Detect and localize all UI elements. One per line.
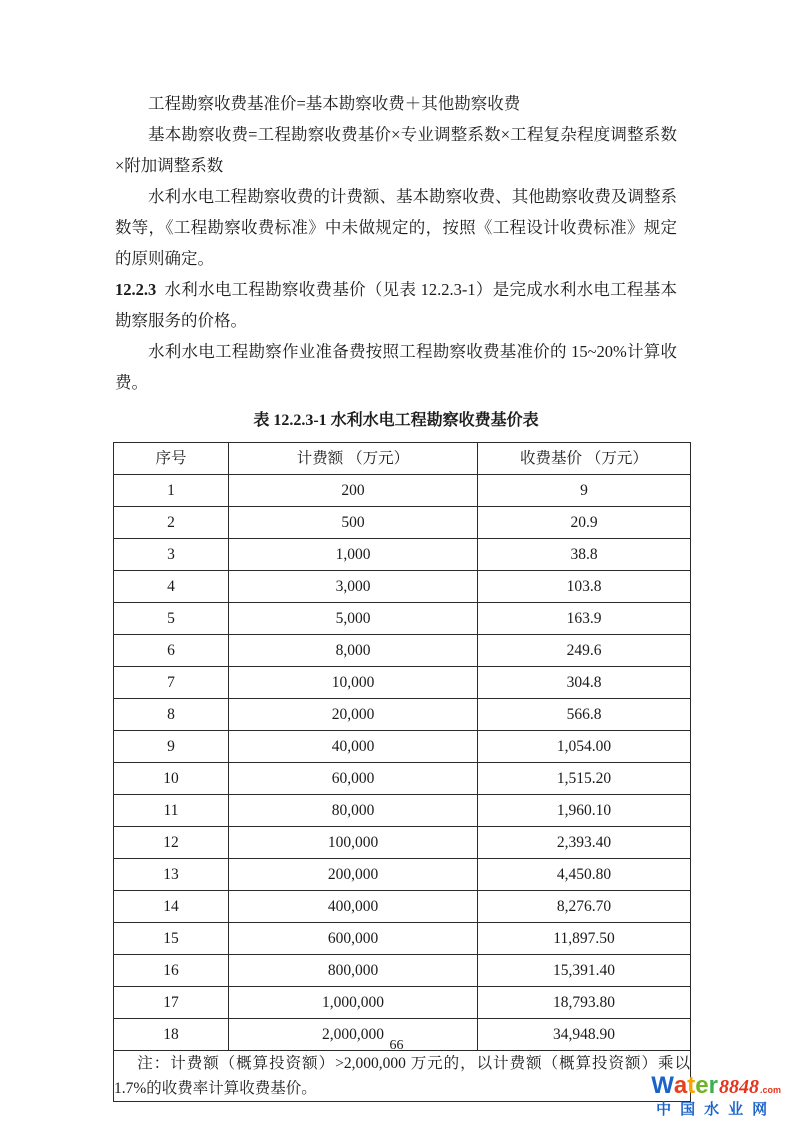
watermark-number: 8848 xyxy=(718,1076,759,1098)
watermark-brand xyxy=(651,1074,781,1098)
charge-amount-cell: 2,000,000 xyxy=(229,1019,478,1051)
table-row xyxy=(114,891,691,923)
paragraph-preparation-fee: 水利水电工程勘察作业准备费按照工程勘察收费基准价的 15~20%计算收费。 xyxy=(115,342,677,392)
section-number: 12.2.3 xyxy=(115,280,157,299)
table-row xyxy=(114,827,691,859)
table-row xyxy=(114,603,691,635)
table-row xyxy=(114,763,691,795)
paragraph-formula-2: 基本勘察收费=工程勘察收费基价×专业调整系数×工程复杂程度调整系数×附加调整系数 xyxy=(115,125,677,175)
base-price-cell: 8,276.70 xyxy=(478,891,691,923)
serial-cell: 17 xyxy=(114,987,229,1019)
watermark-subtitle: 中国水业网 xyxy=(656,1101,777,1118)
serial-cell: 11 xyxy=(114,795,229,827)
base-price-cell: 4,450.80 xyxy=(478,859,691,891)
table-row xyxy=(114,987,691,1019)
base-price-cell: 9 xyxy=(478,475,691,507)
serial-cell: 14 xyxy=(114,891,229,923)
base-price-cell: 304.8 xyxy=(478,667,691,699)
base-price-cell: 18,793.80 xyxy=(478,987,691,1019)
table-row xyxy=(114,539,691,571)
serial-cell: 5 xyxy=(114,603,229,635)
base-price-cell: 34,948.90 xyxy=(478,1019,691,1051)
base-price-cell: 11,897.50 xyxy=(478,923,691,955)
charge-amount-cell: 600,000 xyxy=(229,923,478,955)
base-price-cell: 163.9 xyxy=(478,603,691,635)
watermark-letter: W xyxy=(651,1072,674,1099)
charge-amount-cell: 5,000 xyxy=(229,603,478,635)
charge-amount-cell: 200,000 xyxy=(229,859,478,891)
charge-amount-cell: 60,000 xyxy=(229,763,478,795)
charge-amount-cell: 1,000 xyxy=(229,539,478,571)
page-number: 66 xyxy=(389,1038,404,1053)
paragraph-section-12-2-3 xyxy=(115,274,677,336)
charge-amount-cell: 200 xyxy=(229,475,478,507)
base-price-cell: 1,960.10 xyxy=(478,795,691,827)
header-charge-amount: 计费额 （万元） xyxy=(229,443,478,475)
charge-amount-cell: 8,000 xyxy=(229,635,478,667)
charge-amount-cell: 40,000 xyxy=(229,731,478,763)
serial-cell: 9 xyxy=(114,731,229,763)
charge-amount-cell: 400,000 xyxy=(229,891,478,923)
watermark-domain: .com xyxy=(759,1085,781,1095)
base-price-cell: 249.6 xyxy=(478,635,691,667)
serial-cell: 15 xyxy=(114,923,229,955)
serial-cell: 2 xyxy=(114,507,229,539)
base-price-cell: 38.8 xyxy=(478,539,691,571)
base-price-cell: 2,393.40 xyxy=(478,827,691,859)
watermark-letter: t xyxy=(687,1072,696,1099)
table-row xyxy=(114,507,691,539)
watermark-letter: e xyxy=(695,1072,709,1099)
table-row xyxy=(114,667,691,699)
base-price-cell: 20.9 xyxy=(478,507,691,539)
table-row xyxy=(114,955,691,987)
serial-cell: 8 xyxy=(114,699,229,731)
serial-cell: 6 xyxy=(114,635,229,667)
charge-amount-cell: 3,000 xyxy=(229,571,478,603)
paragraph-scope: 水利水电工程勘察收费的计费额、基本勘察收费、其他勘察收费及调整系数等，《工程勘察收费标准》中未做规定的，按照《工程设计收费标准》规定的原则确定。 xyxy=(115,187,677,268)
serial-cell: 16 xyxy=(114,955,229,987)
table-row xyxy=(114,571,691,603)
table-title: 表 12.2.3-1 水利水电工程勘察收费基价表 xyxy=(253,412,539,429)
table-row xyxy=(114,923,691,955)
table-header-row xyxy=(114,443,691,475)
serial-cell: 4 xyxy=(114,571,229,603)
header-serial: 序号 xyxy=(114,443,229,475)
base-price-cell: 15,391.40 xyxy=(478,955,691,987)
watermark-letter: a xyxy=(673,1072,688,1099)
document-content xyxy=(114,88,690,1102)
charge-amount-cell: 100,000 xyxy=(229,827,478,859)
table-note: 注：计费额（概算投资额）>2,000,000 万元的，以计费额（概算投资额）乘以 1.7%的收费率计算收费基价。 xyxy=(114,1055,690,1097)
serial-cell: 12 xyxy=(114,827,229,859)
table-row xyxy=(114,635,691,667)
charge-amount-cell: 10,000 xyxy=(229,667,478,699)
serial-cell: 10 xyxy=(114,763,229,795)
serial-cell: 1 xyxy=(114,475,229,507)
header-base-price: 收费基价 （万元） xyxy=(478,443,691,475)
charge-amount-cell: 1,000,000 xyxy=(229,987,478,1019)
watermark-letter: r xyxy=(708,1072,718,1099)
section-text: 水利水电工程勘察收费基价（见表 12.2.3-1）是完成水利水电工程基本勘察服务的价格。 xyxy=(115,280,677,330)
serial-cell: 7 xyxy=(114,667,229,699)
paragraph-formula-1: 工程勘察收费基准价=基本勘察收费＋其他勘察收费 xyxy=(148,94,521,113)
charge-amount-cell: 80,000 xyxy=(229,795,478,827)
fee-base-price-table xyxy=(113,442,691,1102)
serial-cell: 13 xyxy=(114,859,229,891)
base-price-cell: 1,054.00 xyxy=(478,731,691,763)
charge-amount-cell: 500 xyxy=(229,507,478,539)
table-note-cell xyxy=(114,1051,691,1102)
table-row xyxy=(114,859,691,891)
table-row xyxy=(114,475,691,507)
table-row xyxy=(114,795,691,827)
base-price-cell: 566.8 xyxy=(478,699,691,731)
base-price-cell: 103.8 xyxy=(478,571,691,603)
charge-amount-cell: 20,000 xyxy=(229,699,478,731)
table-row xyxy=(114,699,691,731)
charge-amount-cell: 800,000 xyxy=(229,955,478,987)
serial-cell: 18 xyxy=(114,1019,229,1051)
base-price-cell: 1,515.20 xyxy=(478,763,691,795)
fee-table-body xyxy=(114,475,691,1051)
serial-cell: 3 xyxy=(114,539,229,571)
table-row xyxy=(114,731,691,763)
table-note-row xyxy=(114,1051,691,1102)
watermark-logo xyxy=(651,1074,781,1117)
